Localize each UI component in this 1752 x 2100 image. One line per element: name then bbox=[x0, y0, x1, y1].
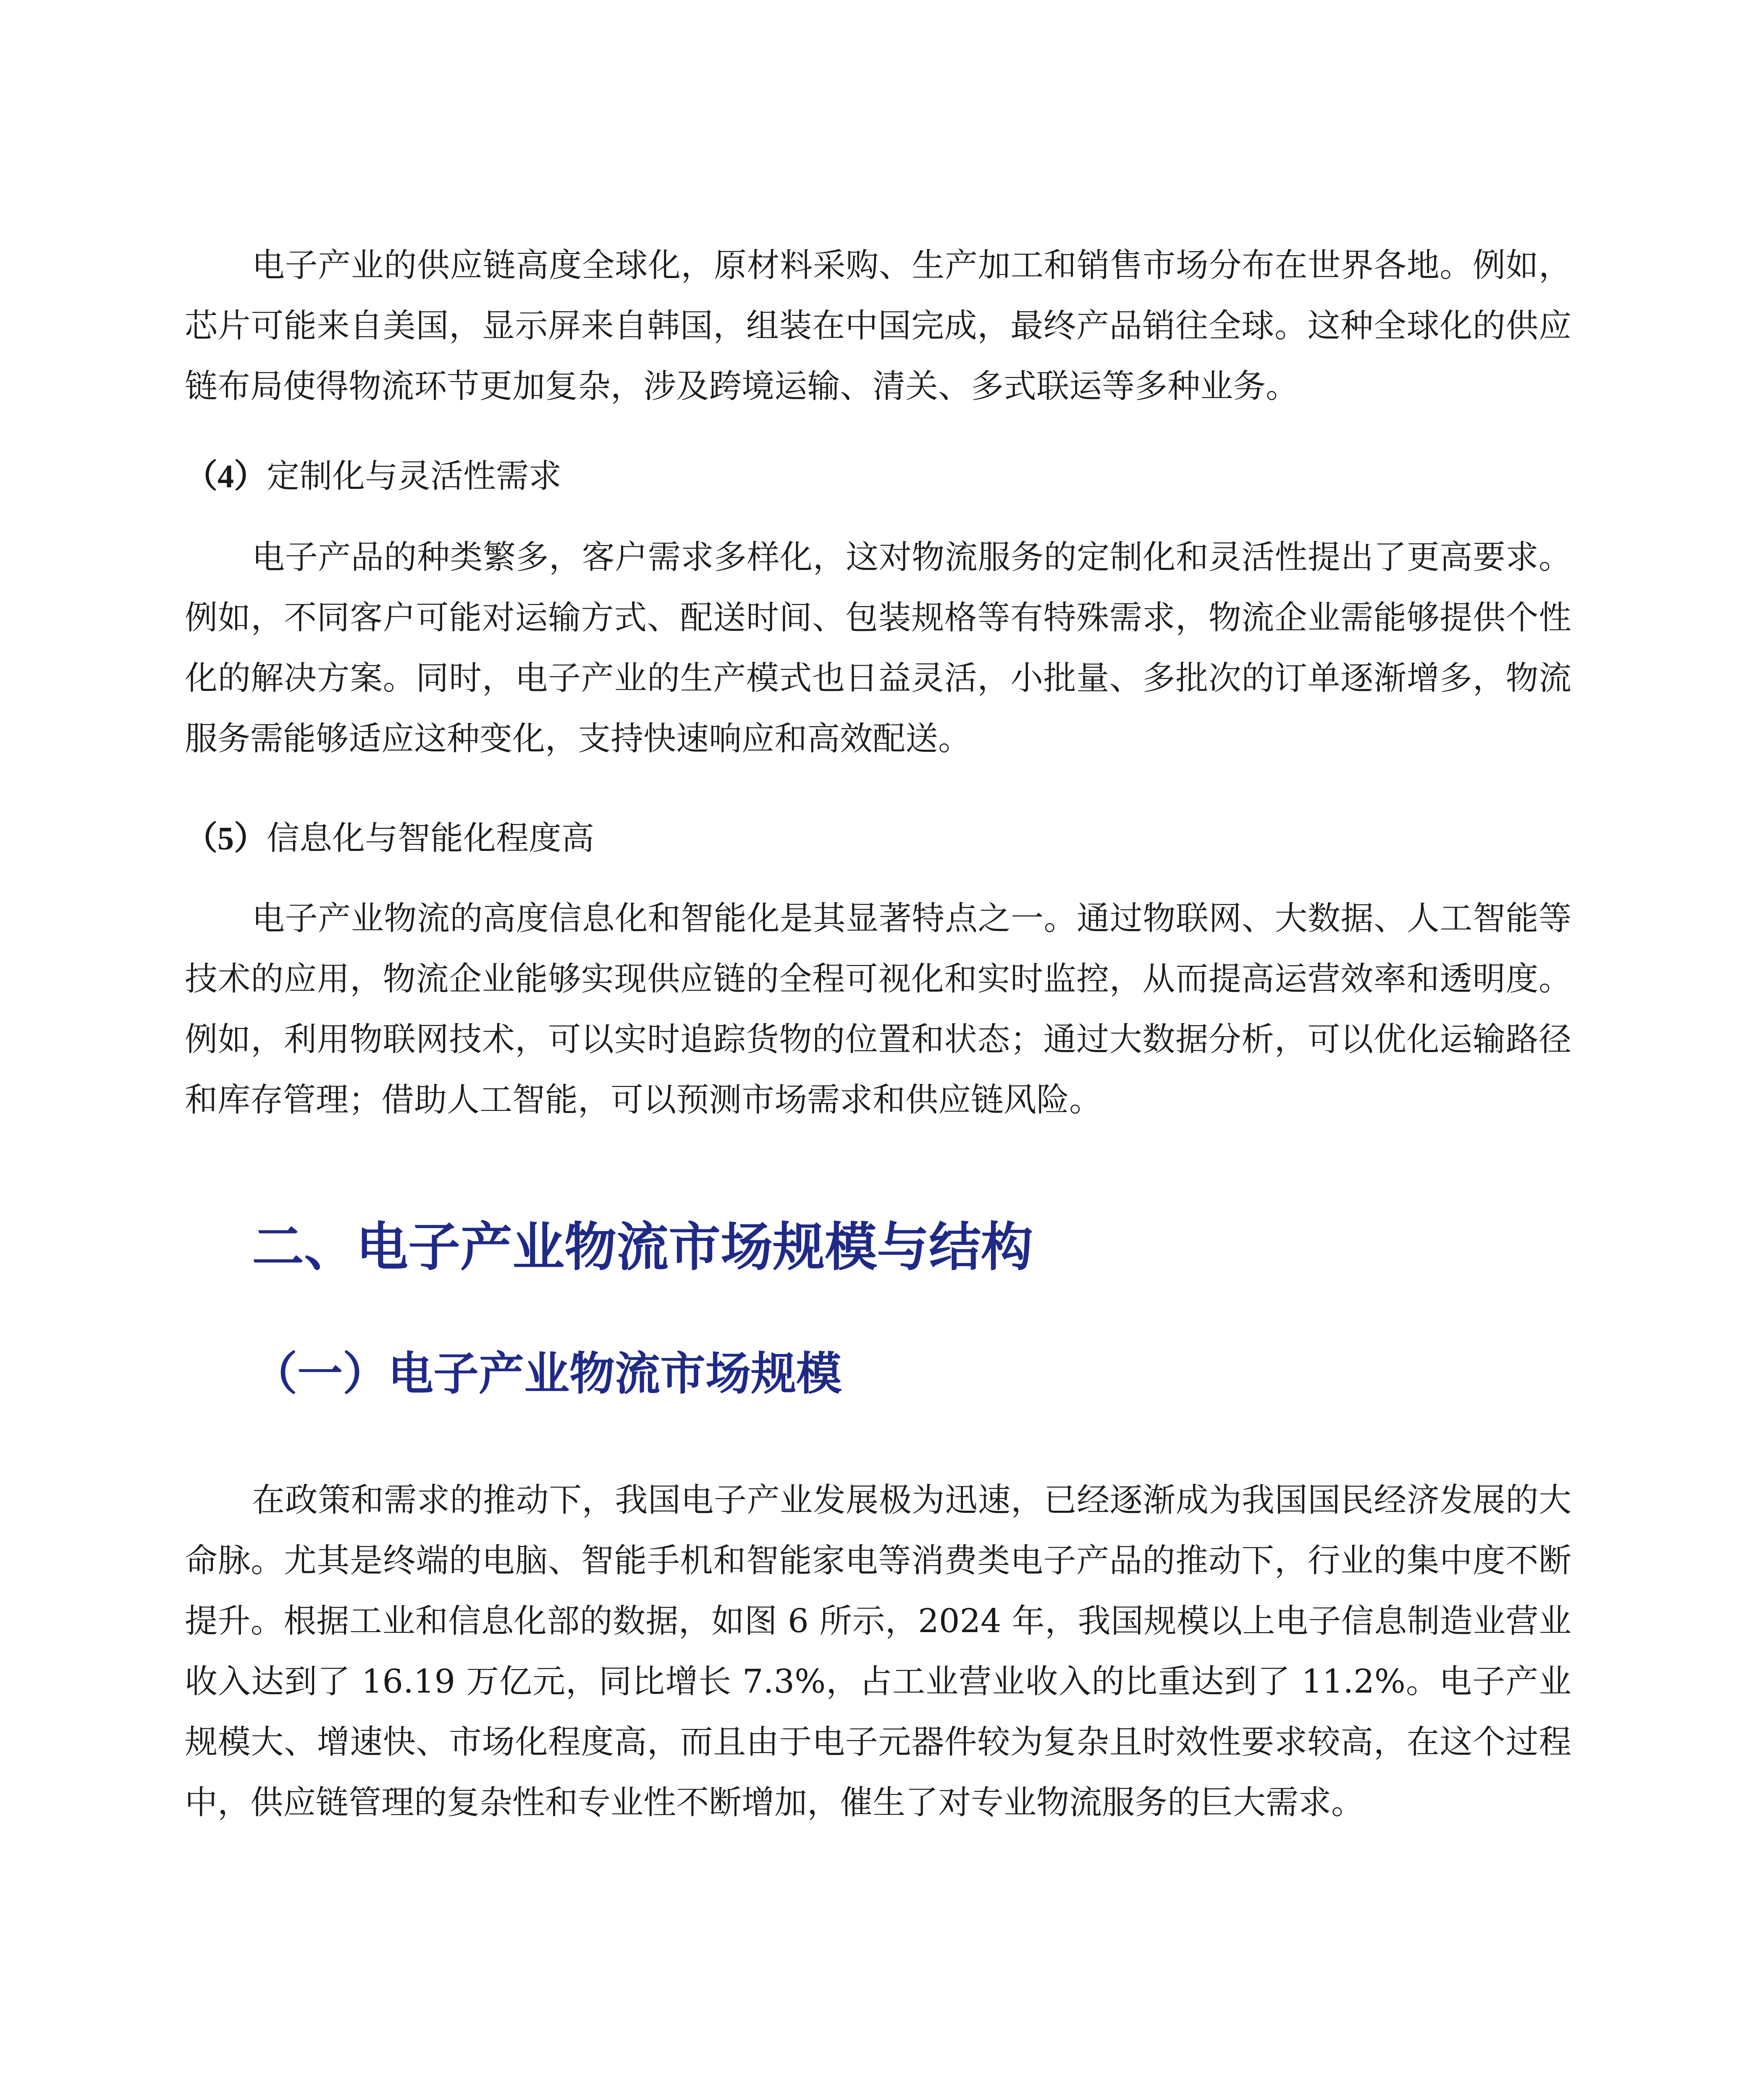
section-heading: 二、电子产业物流市场规模与结构 bbox=[252, 1217, 1033, 1278]
subheading-item-5-number: （5） bbox=[185, 820, 267, 856]
subheading-item-5-text: 信息化与智能化程度高 bbox=[267, 819, 595, 857]
subsection-heading: （一）电子产业物流市场规模 bbox=[252, 1348, 842, 1400]
subheading-item-4-number: （4） bbox=[185, 458, 267, 494]
paragraph-supply-chain-global: 电子产业的供应链高度全球化，原材料采购、生产加工和销售市场分布在世界各地。例如，芯片可能来自美国，显示屏来自韩国，组装在中国完成，最终产品销往全球。这种全球化的供应链布局使得物流环节更加复杂，涉及跨境运输、清关、多式联运等多种业务。 bbox=[185, 247, 1571, 405]
subheading-item-4 bbox=[185, 446, 1571, 507]
paragraph-informatization: 电子产业物流的高度信息化和智能化是其显著特点之一。通过物联网、大数据、人工智能等技术的应用，物流企业能够实现供应链的全程可视化和实时监控，从而提高运营效率和透明度。例如，利用物联网技术，可以实时追踪货物的位置和状态；通过大数据分析，可以优化运输路径和库存管理；借助人工智能，可以预测市场需求和供应链风险。 bbox=[185, 900, 1571, 1119]
subheading-item-5 bbox=[185, 808, 1571, 869]
subheading-item-4-text: 定制化与灵活性需求 bbox=[267, 457, 562, 495]
paragraph-market-scale: 在政策和需求的推动下，我国电子产业发展极为迅速，已经逐渐成为我国国民经济发展的大命脉。尤其是终端的电脑、智能手机和智能家电等消费类电子产品的推动下，行业的集中度不断提升。根据工业和信息化部的数据，如图 6 所示，2024 年，我国规模以上电子信息制造业营业收入达到了 16.19 万亿元，同比增长 7.3%，占工业营业收入的比重达到了 11.2%。电子产业规模大、增速快、市场化程度高，而且由于电子元器件较为复杂且时效性要求较高，在这个过程中，供应链管理的复杂性和专业性不断增加，催生了对专业物流服务的巨大需求。 bbox=[185, 1481, 1571, 1822]
paragraph-customization: 电子产品的种类繁多，客户需求多样化，这对物流服务的定制化和灵活性提出了更高要求。例如，不同客户可能对运输方式、配送时间、包装规格等有特殊需求，物流企业需能够提供个性化的解决方案。同时，电子产业的生产模式也日益灵活，小批量、多批次的订单逐渐增多，物流服务需能够适应这种变化，支持快速响应和高效配送。 bbox=[185, 538, 1571, 758]
